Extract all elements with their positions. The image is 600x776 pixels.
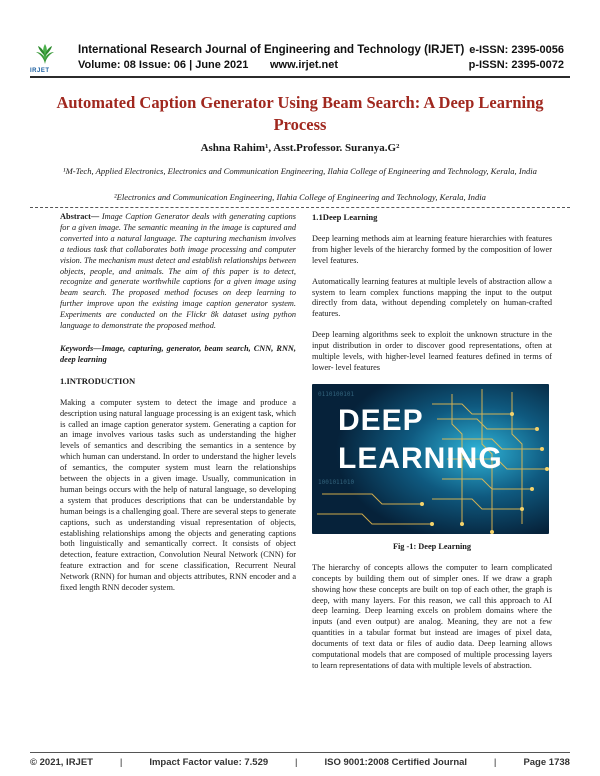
abstract-label: Abstract— xyxy=(60,212,100,221)
intro-heading: 1.INTRODUCTION xyxy=(60,375,136,386)
deep-learning-figure xyxy=(312,384,549,534)
figure-text-learning: LEARNING xyxy=(338,441,503,475)
abstract xyxy=(60,212,296,332)
footer-separator: | xyxy=(295,757,298,768)
footer-impact-factor: Impact Factor value: 7.529 xyxy=(149,757,269,768)
deep-learning-para-2: Automatically learning features at multiple levels of abstraction allow a system to learn complex functions mapping the input to the output directly from data, without depending completely on human-crafted features. xyxy=(312,276,552,319)
footer-copyright: © 2021, IRJET xyxy=(30,757,93,768)
intro-paragraph: Making a computer system to detect the image and produce a description using natural language processing is an exigent task, which is called an image caption generator system. Generating a caption for an image involves various tasks such as understanding the higher levels of semantics and describing the semantics in a sentence by which human can understand. In order to understand the higher levels of semantics, the computer system must learn the relationships between the objects in a given image. Usually, communication in human beings occurs with the help of natural language, so developing a system that produces descriptions that can be understandable by human beings is a challenging goal. There are several steps to generate captions, such as understanding visual representation of objects, establishing relationships among the objects and generating captions both linguistically and semantically correct. It consists of object detection, feature extraction, Convolution Neural Network (CNN) for feature extraction and for scene classification, Recurrent Neural Network (RNN) for human and objects attributes, RNN encoder and a fixed length RNN decoder system. xyxy=(60,397,296,593)
page-footer xyxy=(30,757,570,768)
footer-separator: | xyxy=(493,757,497,768)
deep-learning-para-3: Deep learning algorithms seek to exploit the unknown structure in the input distribution in order to discover good representations, often at multiple levels, with higher-level learned features defined in terms of lower- level features xyxy=(312,330,552,372)
left-column xyxy=(60,212,296,604)
deep-learning-para-1: Deep learning methods aim at learning feature hierarchies with features from higher levels of the hierarchy formed by the composition of lower level features. xyxy=(312,233,552,265)
affiliation-1: ¹M-Tech, Applied Electronics, Electronics and Communication Engineering, Ilahia College of Engineering and Technology, Kerala, India xyxy=(63,166,537,176)
e-issn: e-ISSN: 2395-0056 xyxy=(469,44,564,56)
svg-text:1001011010: 1001011010 xyxy=(318,478,355,486)
section-separator xyxy=(30,207,570,208)
journal-name: International Research Journal of Engineering and Technology (IRJET) xyxy=(78,44,465,56)
header-divider xyxy=(30,76,570,78)
footer-page-number: Page 1738 xyxy=(523,757,570,768)
logo-text: IRJET xyxy=(30,68,50,74)
paper-title: Automated Caption Generator Using Beam Search: A Deep Learning Process xyxy=(56,93,544,134)
figure-caption: Fig -1: Deep Learning xyxy=(392,541,472,551)
journal-header xyxy=(0,0,600,84)
volume-issue: Volume: 08 Issue: 06 | June 2021 xyxy=(78,59,249,71)
right-column xyxy=(312,212,552,682)
paper-authors: Ashna Rahim¹, Asst.Professor. Suranya.G² xyxy=(200,142,400,154)
footer-iso: ISO 9001:2008 Certified Journal xyxy=(324,757,468,768)
footer-divider xyxy=(30,752,570,753)
deep-learning-para-4: The hierarchy of concepts allows the computer to learn complicated concepts by building them out of simpler ones. If we draw a graph showing how these concepts are built on top of each other, the graph is deep, with many layers. For this reason, we call this approach to AI deep learning. Deep learning excels on problem domains where the inputs (and even output) are analog. Meaning, they are not a few quantities in a tabular format but instead are images of pixel data, documents of text data or files of audio data. Deep learning allows computational models that are composed of multiple processing layers to learn representations of data with multiple levels of abstraction. xyxy=(312,562,552,670)
abstract-text: Image Caption Generator deals with generating captions for a given image. The semantic meaning in the image is captured and converted into a natural language. The capturing mechanism involves a tedious task that collaborates both image processing and computer vision. The mechanism must detect and establish relationships between objects, people, and animals. The aim of this paper is to detect, recognize and generate worthwhile captions for a given image using beam search. The proposed method focuses on deep learning to further improve upon the existing image caption generator system. Experiments are conducted on the Flickr 8k dataset using python language to demonstrate the proposed method. xyxy=(60,212,296,331)
journal-website-link[interactable]: www.irjet.net xyxy=(270,59,339,71)
affiliation-2: ²Electronics and Communication Engineering, Ilahia College of Engineering and Technology, Kerala, India xyxy=(114,192,486,202)
irjet-logo-icon xyxy=(34,42,56,66)
footer-separator: | xyxy=(119,757,123,768)
deep-learning-heading: 1.1Deep Learning xyxy=(312,212,378,222)
keywords: Keywords—Image, capturing, generator, beam search, CNN, RNN, deep learning xyxy=(60,343,296,364)
p-issn: p-ISSN: 2395-0072 xyxy=(468,59,564,71)
figure-text-deep: DEEP xyxy=(338,403,424,437)
svg-text:0110100101: 0110100101 xyxy=(318,390,355,398)
